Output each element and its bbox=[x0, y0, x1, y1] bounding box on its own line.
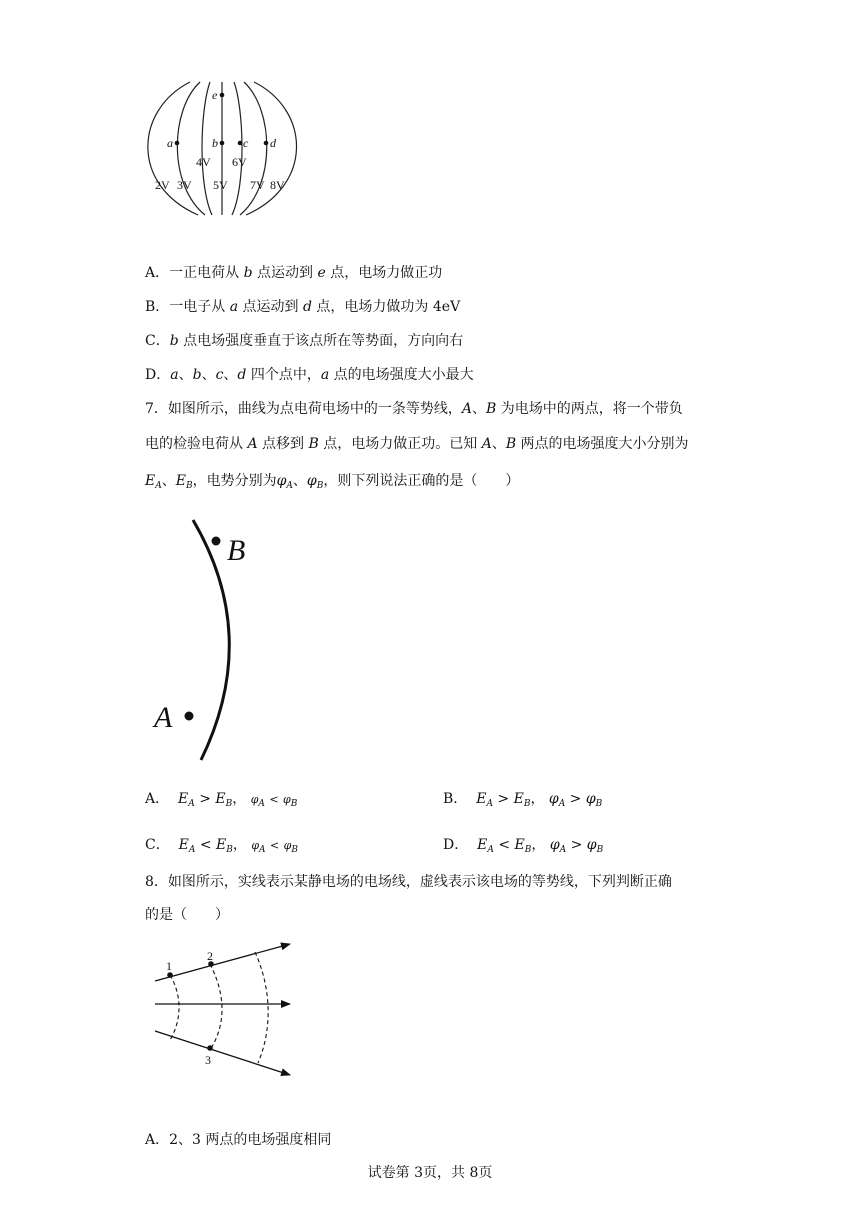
point-1 bbox=[167, 972, 173, 978]
label-c: c bbox=[243, 136, 249, 150]
label-1: 1 bbox=[166, 959, 172, 973]
q8-option-a: A．2、3 两点的电场强度相同 bbox=[145, 1132, 332, 1148]
q6-option-b: B．一电子从 a 点运动到 d 点，电场力做功为 4eV bbox=[145, 299, 461, 315]
equipotential-dashed-1 bbox=[170, 975, 179, 1040]
page-footer: 试卷第 3页，共 8页 bbox=[367, 1165, 493, 1181]
label-8v: 8V bbox=[270, 178, 285, 192]
q7-option-b: B． $E_A > E_B$， $\varphi_A > \varphi_B$ bbox=[443, 791, 603, 809]
equipotential-dashed-3 bbox=[255, 952, 268, 1063]
label-2: 2 bbox=[207, 949, 213, 963]
q7-option-c: C． $E_A < E_B$， $\varphi_A < \varphi_B$ bbox=[145, 837, 298, 855]
label-6v: 6V bbox=[232, 155, 247, 169]
point-3 bbox=[207, 1045, 213, 1051]
label-b: b bbox=[212, 136, 218, 150]
label-2v: 2V bbox=[155, 178, 170, 192]
q6-option-c: C．b 点电场强度垂直于该点所在等势面，方向向右 bbox=[145, 333, 464, 349]
q7-option-a: A． $E_A > E_B$， $\varphi_A < \varphi_B$ bbox=[145, 791, 298, 809]
q7-stem-line2: 电的检验电荷从 A 点移到 B 点，电场力做正功。已知 A、B 两点的电场强度大小分别为 bbox=[145, 436, 689, 452]
label-7v: 7V bbox=[250, 178, 265, 192]
label-a: a bbox=[167, 136, 173, 150]
label-point-b: B bbox=[227, 534, 246, 567]
label-3: 3 bbox=[205, 1053, 211, 1067]
label-5v: 5V bbox=[213, 178, 228, 192]
field-line-bottom bbox=[155, 1031, 290, 1075]
label-3v: 3V bbox=[177, 178, 192, 192]
label-4v: 4V bbox=[196, 155, 211, 169]
q7-option-d: D． $E_A < E_B$， $\varphi_A > \varphi_B$ bbox=[443, 837, 604, 855]
q8-stem-line2: 的是（ ） bbox=[145, 907, 229, 923]
q6-option-d: D．a、b、c、d 四个点中，a 点的电场强度大小最大 bbox=[145, 367, 474, 383]
label-d: d bbox=[270, 136, 276, 150]
label-point-a: A bbox=[154, 701, 173, 734]
q6-option-a: A．一正电荷从 b 点运动到 e 点，电场力做正功 bbox=[145, 265, 443, 281]
field-line-top bbox=[155, 944, 290, 981]
q7-stem-line3: $E_A$、$E_B$，电势分别为$\varphi_A$、$\varphi_B$，则下列说法正确的是（ ） bbox=[145, 473, 520, 491]
q7-stem-line1: 7．如图所示，曲线为点电荷电场中的一条等势线，A、B 为电场中的两点，将一个带负 bbox=[145, 401, 683, 417]
equipotential-dashed-2 bbox=[210, 964, 222, 1050]
q8-stem-line1: 8．如图所示，实线表示某静电场的电场线，虚线表示该电场的等势线，下列判断正确 bbox=[145, 874, 672, 890]
label-e: e bbox=[212, 88, 218, 102]
